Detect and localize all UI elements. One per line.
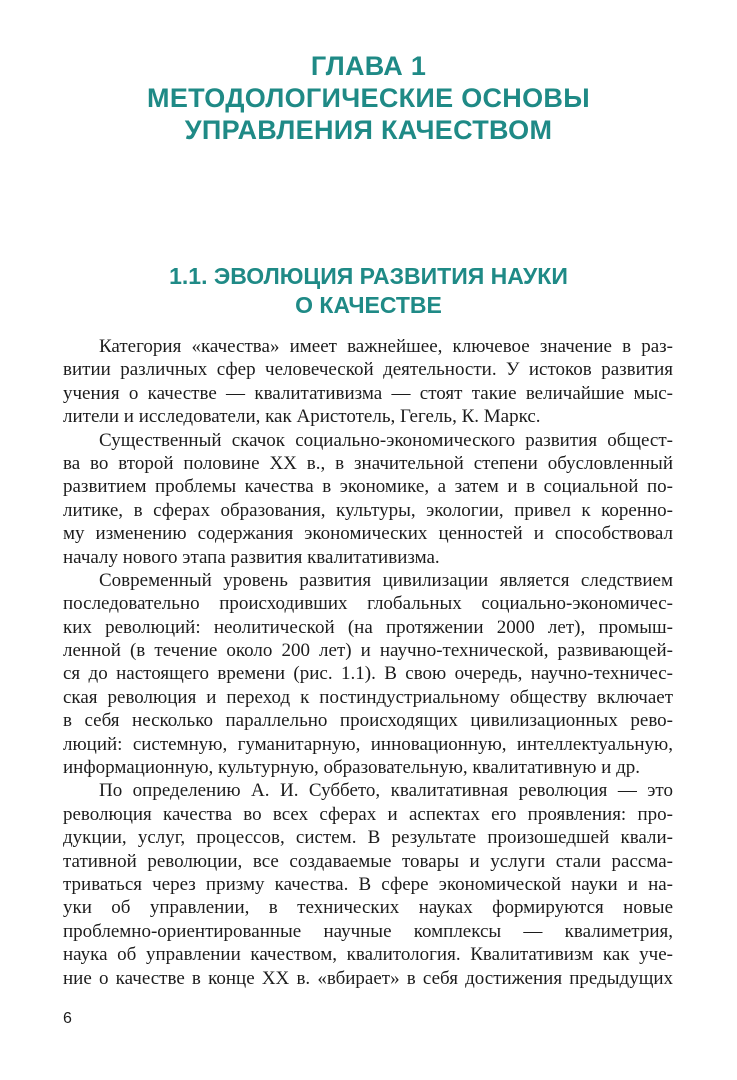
- text-line: учения о качестве — квалитативизма — стоят такие величайшие мыс-: [63, 382, 673, 404]
- paragraph: [63, 335, 673, 429]
- text-line: последовательно происходивших глобальных социально-экономичес-: [63, 593, 673, 615]
- text-line: наука об управлении качеством, квалитология. Квалитативизм как уче-: [63, 944, 673, 966]
- text-line: в себя несколько параллельно происходящих цивилизационных рево-: [63, 710, 673, 732]
- text-line: ких революций: неолитической (на протяжении 2000 лет), промыш-: [63, 616, 673, 638]
- text-line: Категория «качества» имеет важнейшее, ключевое значение в раз-: [99, 336, 673, 357]
- text-line: ся до настоящего времени (рис. 1.1). В свою очередь, научно-техничес-: [63, 663, 673, 685]
- text-line: информационную, культурную, образовательную, квалитативную и др.: [63, 757, 640, 779]
- text-line: проблемно-ориентированные научные комплексы — квалиметрия,: [63, 920, 673, 942]
- section-heading: [0, 262, 737, 320]
- text-line: уки об управлении, в технических науках формируются новые: [63, 897, 673, 919]
- text-line: ние о качестве в конце XX в. «вбирает» в себя достижения предыдущих: [63, 967, 673, 989]
- page-number: 6: [63, 1010, 72, 1027]
- text-line: ская революция и переход к постиндустриальному обществу включает: [63, 686, 673, 708]
- section-heading-line: О КАЧЕСТВЕ: [295, 292, 442, 318]
- text-line: литике, в сферах образования, культуры, экологии, привел к коренно-: [63, 499, 673, 521]
- text-line: дукции, услуг, процессов, систем. В результате произошедшей квали-: [63, 827, 673, 849]
- body-text: [63, 335, 673, 990]
- paragraph: [63, 779, 673, 990]
- text-line: Современный уровень развития цивилизации является следствием: [99, 569, 673, 591]
- text-line: лители и исследователи, как Аристотель, Гегель, К. Маркс.: [63, 406, 541, 428]
- text-line: революция качества во всех сферах и аспектах его проявления: про-: [63, 803, 673, 825]
- paragraph: [63, 429, 673, 569]
- text-line: тативной революции, все создаваемые товары и услуги стали рассма-: [63, 850, 673, 872]
- text-line: ва во второй половине XX в., в значительной степени обусловленный: [63, 452, 673, 474]
- chapter-heading: [0, 50, 737, 146]
- text-line: ленной (в течение около 200 лет) и научно-технической, развивающей-: [63, 640, 673, 662]
- paragraph: [63, 569, 673, 780]
- text-line: Существенный скачок социально-экономического развития общест-: [99, 429, 673, 451]
- text-line: витии различных сфер человеческой деятельности. У истоков развития: [63, 359, 673, 381]
- text-line: началу нового этапа развития квалитативизма.: [63, 546, 440, 568]
- text-line: триваться через призму качества. В сфере экономической науки и на-: [63, 873, 673, 895]
- section-heading-line: 1.1. ЭВОЛЮЦИЯ РАЗВИТИЯ НАУКИ: [169, 263, 568, 289]
- chapter-heading-line: МЕТОДОЛОГИЧЕСКИЕ ОСНОВЫ: [147, 83, 590, 113]
- text-line: развитием проблемы качества в экономике, а затем и в социальной по-: [63, 476, 673, 498]
- text-line: му изменению содержания экономических ценностей и способствовал: [63, 523, 673, 545]
- chapter-heading-line: УПРАВЛЕНИЯ КАЧЕСТВОМ: [184, 115, 553, 145]
- text-line: По определению А. И. Суббето, квалитативная революция — это: [99, 780, 673, 802]
- text-line: люций: системную, гуманитарную, инновационную, интеллектуальную,: [63, 733, 673, 755]
- chapter-heading-line: ГЛАВА 1: [310, 51, 427, 81]
